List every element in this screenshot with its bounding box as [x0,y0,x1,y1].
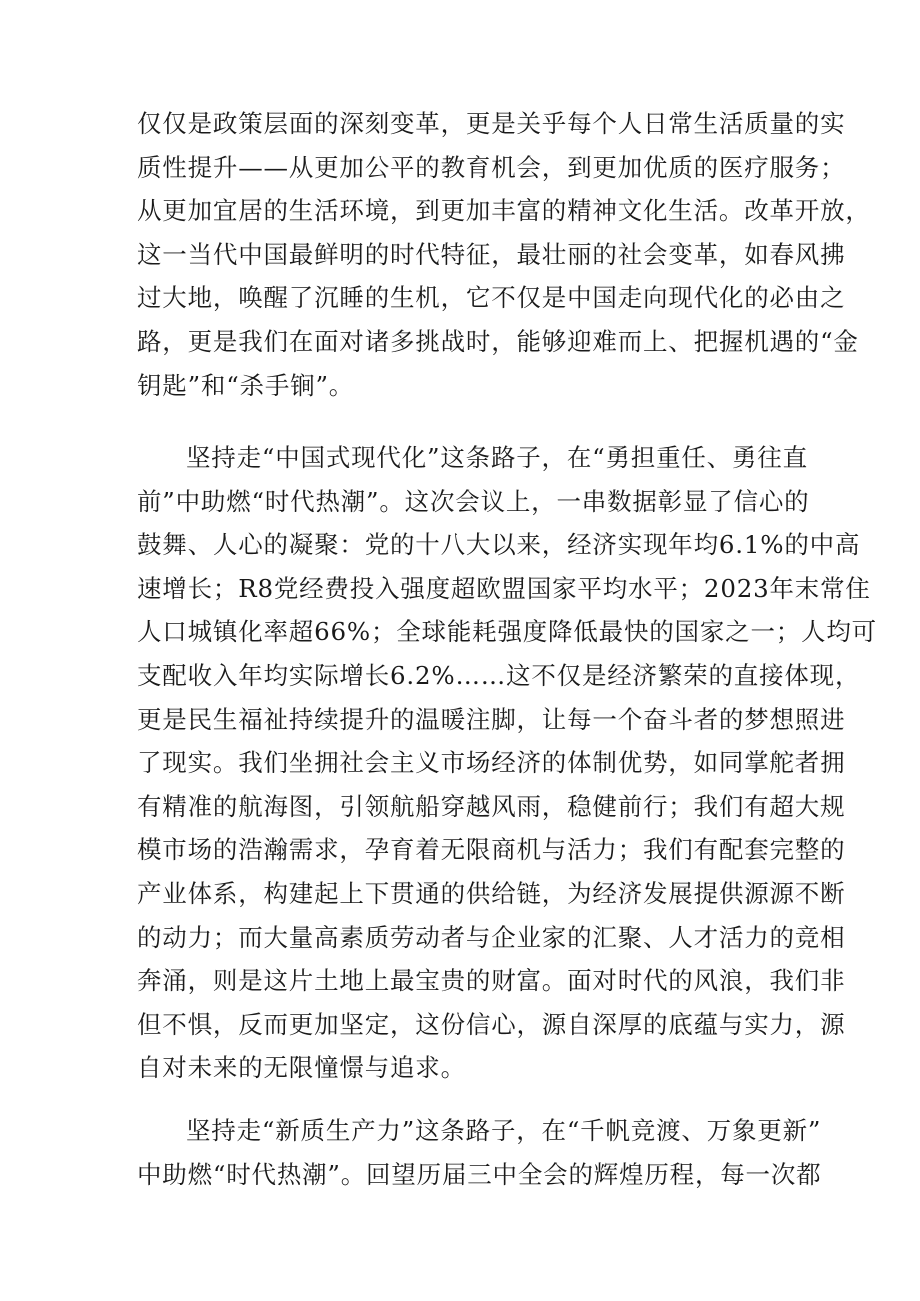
text-line: 鼓舞、人心的凝聚：党的十八大以来，经济实现年均6.1%的中高 [137,530,861,560]
text-line: 仅仅是政策层面的深刻变革，更是关乎每个人日常生活质量的实 [137,109,846,138]
text-line: 人口城镇化率超66%；全球能耗强度降低最快的国家之一；人均可 [137,617,877,647]
text-line: 这一当代中国最鲜明的时代特征，最壮丽的社会变革，如春风拂 [137,239,846,269]
paragraph-1 [137,102,871,407]
text-line: 自对未来的无限憧憬与追求。 [137,1053,466,1083]
text-line: 支配收入年均实际增长6.2%……这不仅是经济繁荣的直接体现， [137,660,861,690]
text-line: 质性提升——从更加公平的教育机会，到更加优质的医疗服务； [137,152,846,182]
paragraph-2 [137,436,877,1090]
text-line: 的动力；而大量高素质劳动者与企业家的汇聚、人才活力的竞相 [137,922,846,952]
text-line: 更是民生福祉持续提升的温暖注脚，让每一个奋斗者的梦想照进 [137,704,846,734]
text-line: 中助燃“时代热潮”。回望历届三中全会的辉煌历程，每一次都 [137,1159,822,1189]
text-line: 产业体系，构建起上下贯通的供给链，为经济发展提供源源不断 [137,878,846,908]
text-line: 速增长；R8党经费投入强度超欧盟国家平均水平；2023年末常住 [137,573,871,603]
text-line: 过大地，唤醒了沉睡的生机，它不仅是中国走向现代化的必由之 [137,283,846,313]
text-line: 前”中助燃“时代热潮”。这次会议上，一串数据彰显了信心的 [137,486,810,516]
text-line: 钥匙”和“杀手锏”。 [137,370,355,400]
text-line: 坚持走“中国式现代化”这条路子，在“勇担重任、勇往直 [186,443,808,472]
text-line: 模市场的浩瀚需求，孕育着无限商机与活力；我们有配套完整的 [137,835,846,865]
text-line: 奔涌，则是这片土地上最宝贵的财富。面对时代的风浪，我们非 [137,966,846,996]
text-line: 有精准的航海图，引领航船穿越风雨，稳健前行；我们有超大规 [137,791,846,821]
text-line: 路，更是我们在面对诸多挑战时，能够迎难而上、把握机遇的“金 [137,326,859,356]
text-line: 从更加宜居的生活环境，到更加丰富的精神文化生活。改革开放， [137,196,871,226]
text-line: 了现实。我们坐拥社会主义市场经济的体制优势，如同掌舵者拥 [137,748,846,778]
text-line: 但不惧，反而更加坚定，这份信心，源自深厚的底蕴与实力，源 [137,1009,846,1039]
text-line: 坚持走“新质生产力”这条路子，在“千帆竞渡、万象更新” [186,1116,822,1145]
paragraph-3 [137,1109,822,1196]
